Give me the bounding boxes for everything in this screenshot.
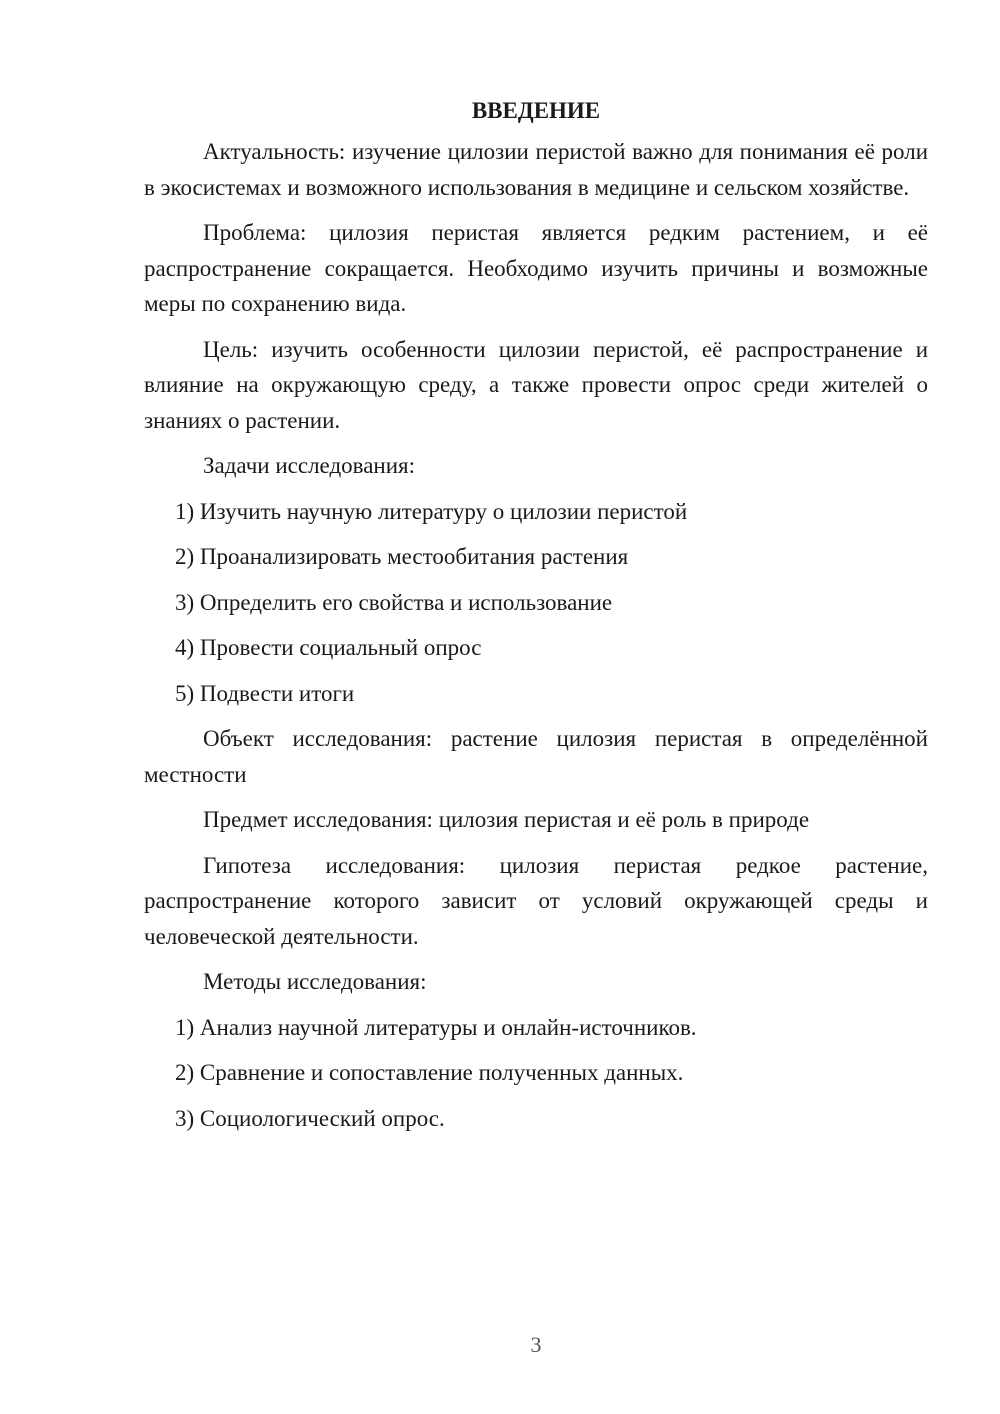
task-item: 1) Изучить научную литературу о цилозии перистой bbox=[175, 498, 688, 524]
task-item: 5) Подвести итоги bbox=[175, 680, 355, 706]
method-item: 3) Социологический опрос. bbox=[175, 1105, 445, 1131]
method-item: 1) Анализ научной литературы и онлайн-источников. bbox=[175, 1014, 697, 1040]
page-number: 3 bbox=[530, 1332, 542, 1357]
page-content bbox=[144, 96, 928, 1146]
subject-paragraph: Предмет исследования: цилозия перистая и её роль в природе bbox=[203, 807, 810, 832]
goal-paragraph: Цель: изучить особенности цилозии перистой, её распространение и влияние на окружающую среду, а также провести опрос среди жителей о знаниях о растении. bbox=[144, 336, 928, 433]
tasks-heading: Задачи исследования: bbox=[203, 453, 416, 478]
task-item: 4) Провести социальный опрос bbox=[175, 635, 482, 660]
problem-paragraph: Проблема: цилозия перистая является редким растением, и её распространение сокращается. Необходимо изучить причины и возможные меры по сохранению вида. bbox=[144, 220, 928, 316]
hypothesis-paragraph: Гипотеза исследования: цилозия перистая редкое растение, распространение которого зависит от условий окружающей среды и человеческой деятельности. bbox=[144, 852, 928, 949]
task-item: 3) Определить его свойства и использование bbox=[175, 589, 613, 615]
relevance-paragraph: Актуальность: изучение цилозии перистой важно для понимания её роли в экосистемах и возможного использования в медицине и сельском хозяйстве. bbox=[144, 139, 928, 200]
method-item: 2) Сравнение и сопоставление полученных данных. bbox=[175, 1060, 684, 1085]
task-item: 2) Проанализировать местообитания растения bbox=[175, 544, 629, 569]
section-title: ВВЕДЕНИЕ bbox=[471, 98, 601, 123]
object-paragraph: Объект исследования: растение цилозия перистая в определённой местности bbox=[144, 726, 928, 787]
methods-heading: Методы исследования: bbox=[203, 969, 427, 994]
